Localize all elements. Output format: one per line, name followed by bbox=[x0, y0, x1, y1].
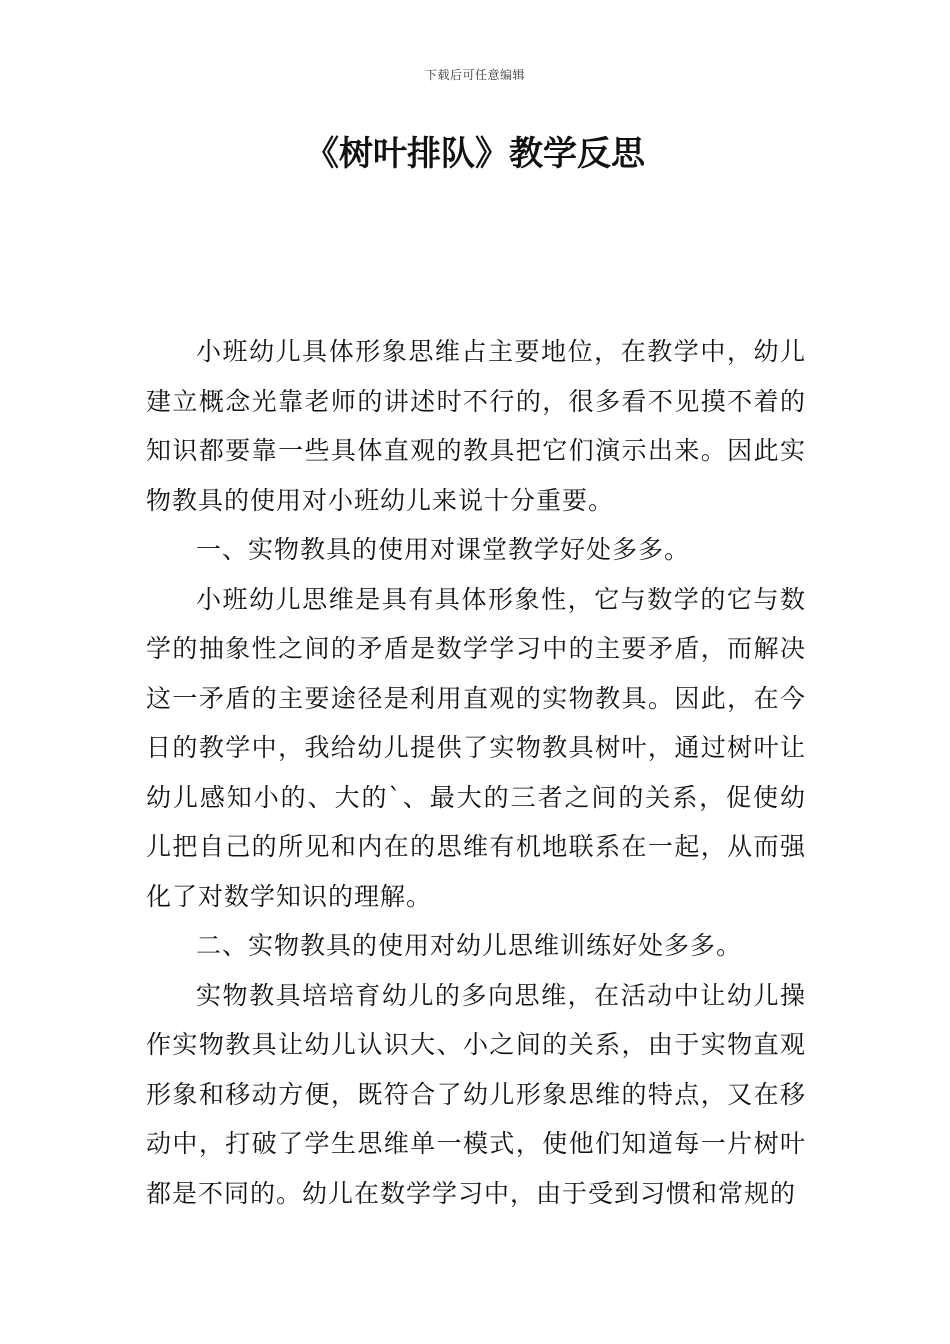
document-title: 《树叶排队》教学反思 bbox=[305, 134, 645, 174]
paragraph-heading-one: 一、实物教具的使用对课堂教学好处多多。 bbox=[196, 535, 691, 564]
header-note: 下载后可任意编辑 bbox=[424, 68, 525, 82]
paragraph-intro: 小班幼儿具体形象思维占主要地位，在教学中，幼儿建立概念光靠老师的讲述时不行的，很多看不见摸不着的知识都要靠一些具体直观的教具把它们演示出来。因此实物教具的使用对小班幼儿来说十分重要。 bbox=[146, 337, 806, 515]
paragraph-heading-two: 二、实物教具的使用对幼儿思维训练好处多多。 bbox=[196, 931, 743, 960]
document-body bbox=[146, 327, 806, 1218]
paragraph-section-two: 实物教具培培育幼儿的多向思维，在活动中让幼儿操作实物教具让幼儿认识大、小之间的关系，由于实物直观形象和移动方便，既符合了幼儿形象思维的特点，又在移动中，打破了学生思维单一模式，使他们知道每一片树叶都是不同的。幼儿在数学学习中，由于受到习惯和常规的 bbox=[146, 980, 806, 1208]
paragraph-section-one: 小班幼儿思维是具有具体形象性，它与数学的它与数学的抽象性之间的矛盾是数学学习中的主要矛盾，而解决这一矛盾的主要途径是利用直观的实物教具。因此，在今日的教学中，我给幼儿提供了实物教具树叶，通过树叶让幼儿感知小的、大的`、最大的三者之间的关系，促使幼儿把自己的所见和内在的思维有机地联系在一起，从而强化了对数学知识的理解。 bbox=[146, 584, 806, 911]
